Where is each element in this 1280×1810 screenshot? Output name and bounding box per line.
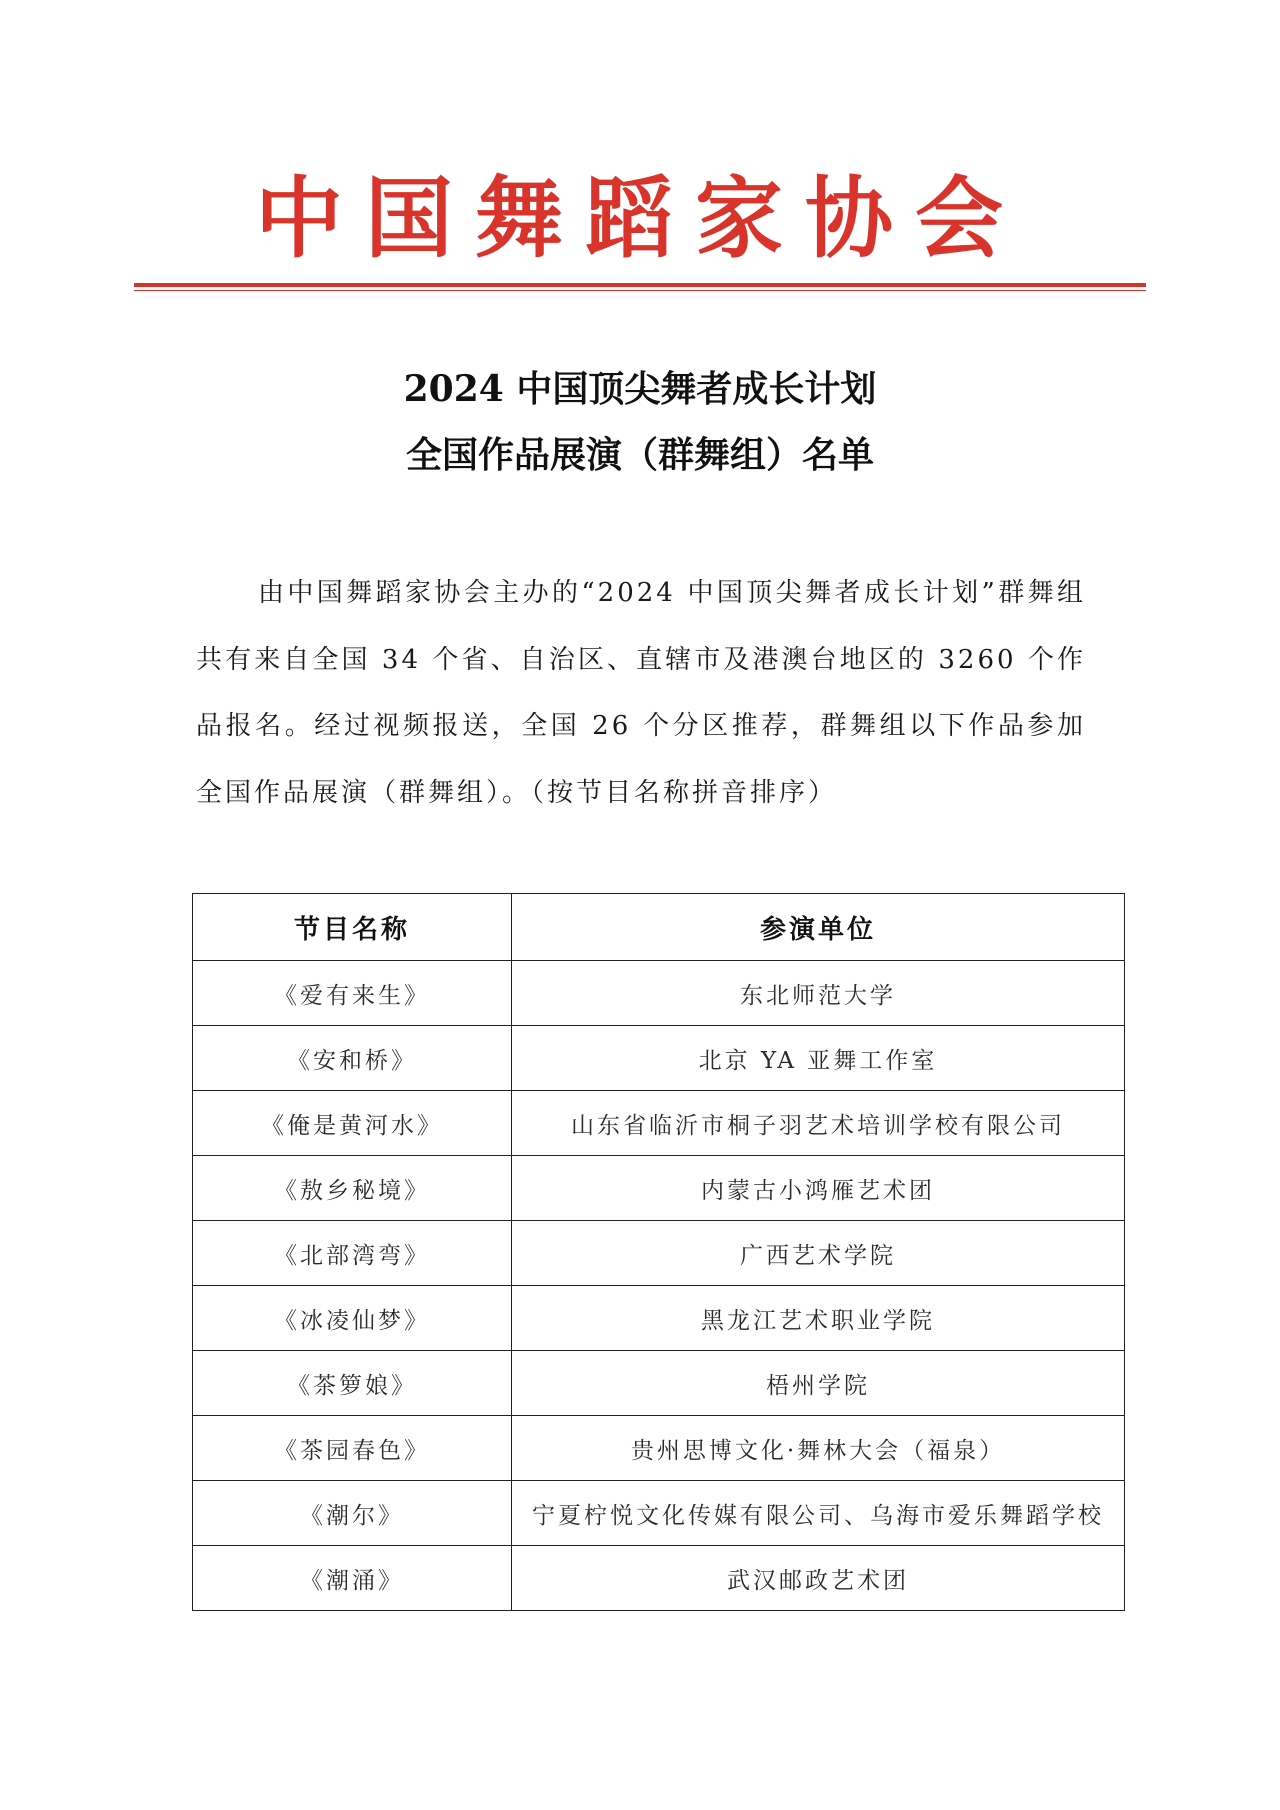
table-row xyxy=(193,1351,1125,1416)
document-title-line-2: 全国作品展演（群舞组）名单 xyxy=(405,434,874,476)
table-row xyxy=(193,1221,1125,1286)
table-row xyxy=(193,1416,1125,1481)
letterhead-red-rule xyxy=(134,283,1146,287)
table-row xyxy=(193,1481,1125,1546)
performing-unit-cell: 广西艺术学院 xyxy=(512,1221,1125,1286)
program-name-cell: 《茶箩娘》 xyxy=(193,1351,512,1416)
table-row xyxy=(193,1546,1125,1611)
intro-paragraph: 由中国舞蹈家协会主办的“2024 中国顶尖舞者成长计划”群舞组共有来自全国 34 个省、自治区、直辖市及港澳台地区的 3260 个作品报名。经过视频报送，全国 26 个分区推荐，群舞组以下作品参加全国作品展演（群舞组）。（按节目名称拼音排序） xyxy=(196,578,1086,808)
program-name-cell: 《安和桥》 xyxy=(193,1026,512,1091)
table-row xyxy=(193,1026,1125,1091)
performing-unit-cell: 贵州思博文化·舞林大会（福泉） xyxy=(512,1416,1125,1481)
column-header-program: 节目名称 xyxy=(193,894,512,961)
performing-unit-cell: 武汉邮政艺术团 xyxy=(512,1546,1125,1611)
program-name-cell: 《冰凌仙梦》 xyxy=(193,1286,512,1351)
program-name-cell: 《茶园春色》 xyxy=(193,1416,512,1481)
performing-unit-cell: 北京 YA 亚舞工作室 xyxy=(512,1026,1125,1091)
table-row xyxy=(193,961,1125,1026)
column-header-unit: 参演单位 xyxy=(512,894,1125,961)
program-list-table xyxy=(192,893,1125,1611)
program-name-cell: 《俺是黄河水》 xyxy=(193,1091,512,1156)
program-name-cell: 《爱有来生》 xyxy=(193,961,512,1026)
document-title-line-1: 2024 中国顶尖舞者成长计划 xyxy=(403,368,877,410)
program-name-cell: 《敖乡秘境》 xyxy=(193,1156,512,1221)
table-row xyxy=(193,1091,1125,1156)
table-header-row xyxy=(193,894,1125,961)
letterhead-red-rule-thin xyxy=(134,290,1146,291)
performing-unit-cell: 黑龙江艺术职业学院 xyxy=(512,1286,1125,1351)
program-name-cell: 《北部湾弯》 xyxy=(193,1221,512,1286)
performing-unit-cell: 山东省临沂市桐子羽艺术培训学校有限公司 xyxy=(512,1091,1125,1156)
letterhead-org-name: 中国舞蹈家协会 xyxy=(254,166,1025,270)
program-name-cell: 《潮尔》 xyxy=(193,1481,512,1546)
performing-unit-cell: 宁夏柠悦文化传媒有限公司、乌海市爱乐舞蹈学校 xyxy=(512,1481,1125,1546)
table-row xyxy=(193,1156,1125,1221)
performing-unit-cell: 东北师范大学 xyxy=(512,961,1125,1026)
performing-unit-cell: 梧州学院 xyxy=(512,1351,1125,1416)
table-row xyxy=(193,1286,1125,1351)
program-name-cell: 《潮涌》 xyxy=(193,1546,512,1611)
performing-unit-cell: 内蒙古小鸿雁艺术团 xyxy=(512,1156,1125,1221)
